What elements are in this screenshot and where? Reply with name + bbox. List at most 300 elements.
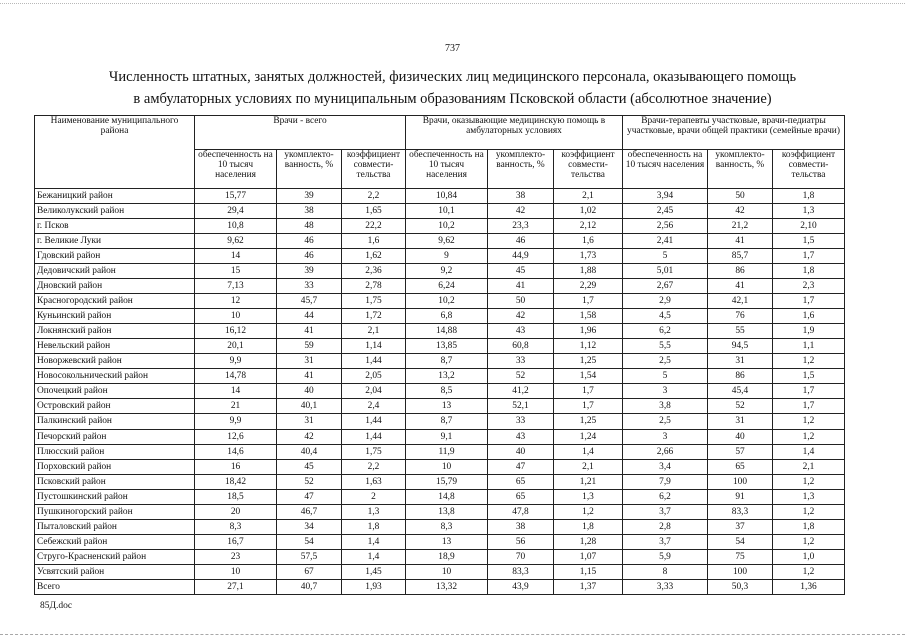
value-cell: 3,7	[623, 504, 708, 519]
value-cell: 40	[708, 429, 773, 444]
value-cell: 41	[277, 324, 342, 339]
value-cell: 1,63	[342, 474, 406, 489]
value-cell: 1,7	[773, 384, 845, 399]
table-row	[35, 399, 845, 414]
value-cell: 42	[488, 309, 554, 324]
value-cell: 23,3	[488, 219, 554, 234]
value-cell: 23	[195, 549, 277, 564]
value-cell: 46	[488, 234, 554, 249]
value-cell: 2,3	[773, 279, 845, 294]
value-cell: 2,36	[342, 264, 406, 279]
value-cell: 9,9	[195, 414, 277, 429]
value-cell: 1,72	[342, 309, 406, 324]
subheader-cell: коэффициент совмести-тельства	[773, 150, 845, 189]
value-cell: 46	[277, 234, 342, 249]
district-name-cell: Пыталовский район	[35, 519, 195, 534]
value-cell: 45,7	[277, 294, 342, 309]
value-cell: 54	[708, 534, 773, 549]
value-cell: 22,2	[342, 219, 406, 234]
district-name-cell: Дновский район	[35, 279, 195, 294]
value-cell: 1,24	[554, 429, 623, 444]
district-name-cell: Всего	[35, 579, 195, 594]
district-name-cell: Опочецкий район	[35, 384, 195, 399]
group-header-all-doctors: Врачи - всего	[195, 116, 406, 150]
value-cell: 2,2	[342, 189, 406, 204]
value-cell: 40,1	[277, 399, 342, 414]
value-cell: 42	[488, 204, 554, 219]
value-cell: 86	[708, 369, 773, 384]
value-cell: 1,88	[554, 264, 623, 279]
value-cell: 1,7	[554, 399, 623, 414]
value-cell: 11,9	[406, 444, 488, 459]
value-cell: 1,4	[773, 444, 845, 459]
value-cell: 5	[623, 249, 708, 264]
table-row	[35, 189, 845, 204]
value-cell: 43	[488, 429, 554, 444]
district-name-cell: Куньинский район	[35, 309, 195, 324]
value-cell: 50	[488, 294, 554, 309]
value-cell: 14	[195, 249, 277, 264]
value-cell: 54	[277, 534, 342, 549]
value-cell: 45,4	[708, 384, 773, 399]
value-cell: 50,3	[708, 579, 773, 594]
value-cell: 52	[277, 474, 342, 489]
table-row	[35, 459, 845, 474]
table-row	[35, 444, 845, 459]
value-cell: 83,3	[488, 564, 554, 579]
value-cell: 1,4	[342, 549, 406, 564]
value-cell: 10	[406, 564, 488, 579]
value-cell: 9	[406, 249, 488, 264]
value-cell: 2,10	[773, 219, 845, 234]
value-cell: 1,0	[773, 549, 845, 564]
value-cell: 1,45	[342, 564, 406, 579]
table-row	[35, 414, 845, 429]
subheader-cell: укомплекто-ванность, %	[277, 150, 342, 189]
district-name-cell: Струго-Красненский район	[35, 549, 195, 564]
value-cell: 6,8	[406, 309, 488, 324]
subheader-cell: укомплекто-ванность, %	[488, 150, 554, 189]
value-cell: 47	[277, 489, 342, 504]
value-cell: 5,5	[623, 339, 708, 354]
table-row	[35, 519, 845, 534]
district-name-cell: Локнянский район	[35, 324, 195, 339]
value-cell: 41	[488, 279, 554, 294]
value-cell: 20,1	[195, 339, 277, 354]
subheader-cell: коэффициент совмести-тельства	[554, 150, 623, 189]
name-column-header: Наименование муниципального района	[35, 116, 195, 189]
scan-edge-top	[0, 3, 905, 4]
group-header-district-doctors: Врачи-терапевты участковые, врачи-педиатры участковые, врачи общей практики (семейные врачи)	[623, 116, 845, 150]
subheader-cell: укомплекто-ванность, %	[708, 150, 773, 189]
value-cell: 9,1	[406, 429, 488, 444]
value-cell: 38	[488, 189, 554, 204]
value-cell: 1,12	[554, 339, 623, 354]
value-cell: 31	[277, 354, 342, 369]
value-cell: 2,8	[623, 519, 708, 534]
value-cell: 10,2	[406, 294, 488, 309]
value-cell: 91	[708, 489, 773, 504]
value-cell: 1,3	[773, 204, 845, 219]
table-row	[35, 234, 845, 249]
value-cell: 2,66	[623, 444, 708, 459]
table-row	[35, 354, 845, 369]
value-cell: 29,4	[195, 204, 277, 219]
value-cell: 37	[708, 519, 773, 534]
value-cell: 45	[488, 264, 554, 279]
title-line-2: в амбулаторных условиях по муниципальным образованиям Псковской области (абсолютное значение)	[133, 91, 772, 107]
value-cell: 1,75	[342, 444, 406, 459]
value-cell: 21,2	[708, 219, 773, 234]
value-cell: 3,8	[623, 399, 708, 414]
value-cell: 10,2	[406, 219, 488, 234]
district-name-cell: Печорский район	[35, 429, 195, 444]
subheader-cell: коэффициент совмести-тельства	[342, 150, 406, 189]
value-cell: 5,01	[623, 264, 708, 279]
value-cell: 40	[277, 384, 342, 399]
value-cell: 5	[623, 369, 708, 384]
district-name-cell: Палкинский район	[35, 414, 195, 429]
table-row	[35, 324, 845, 339]
value-cell: 10,8	[195, 219, 277, 234]
value-cell: 18,5	[195, 489, 277, 504]
value-cell: 56	[488, 534, 554, 549]
value-cell: 2,2	[342, 459, 406, 474]
table-row	[35, 504, 845, 519]
value-cell: 4,5	[623, 309, 708, 324]
value-cell: 1,58	[554, 309, 623, 324]
district-name-cell: Порховский район	[35, 459, 195, 474]
value-cell: 10,84	[406, 189, 488, 204]
value-cell: 2,1	[342, 324, 406, 339]
value-cell: 41	[708, 279, 773, 294]
group-header-outpatient-doctors: Врачи, оказывающие медицинскую помощь в амбулаторных условиях	[406, 116, 623, 150]
value-cell: 13,8	[406, 504, 488, 519]
value-cell: 2	[342, 489, 406, 504]
value-cell: 1,75	[342, 294, 406, 309]
district-name-cell: Островский район	[35, 399, 195, 414]
value-cell: 3	[623, 384, 708, 399]
value-cell: 44	[277, 309, 342, 324]
value-cell: 65	[488, 489, 554, 504]
value-cell: 41	[277, 369, 342, 384]
value-cell: 67	[277, 564, 342, 579]
value-cell: 1,62	[342, 249, 406, 264]
value-cell: 27,1	[195, 579, 277, 594]
value-cell: 42	[277, 429, 342, 444]
value-cell: 2,45	[623, 204, 708, 219]
district-name-cell: Гдовский район	[35, 249, 195, 264]
value-cell: 39	[277, 264, 342, 279]
value-cell: 2,56	[623, 219, 708, 234]
table-row	[35, 219, 845, 234]
table-row	[35, 204, 845, 219]
value-cell: 57	[708, 444, 773, 459]
value-cell: 57,5	[277, 549, 342, 564]
value-cell: 65	[488, 474, 554, 489]
value-cell: 1,8	[554, 519, 623, 534]
value-cell: 48	[277, 219, 342, 234]
district-name-cell: Псковский район	[35, 474, 195, 489]
value-cell: 31	[708, 354, 773, 369]
value-cell: 1,44	[342, 354, 406, 369]
value-cell: 1,7	[554, 384, 623, 399]
value-cell: 1,2	[773, 474, 845, 489]
subheader-cell: обеспеченность на 10 тысяч населения	[406, 150, 488, 189]
value-cell: 46,7	[277, 504, 342, 519]
value-cell: 1,2	[773, 354, 845, 369]
value-cell: 33	[488, 414, 554, 429]
value-cell: 1,8	[342, 519, 406, 534]
value-cell: 1,1	[773, 339, 845, 354]
value-cell: 7,13	[195, 279, 277, 294]
value-cell: 1,5	[773, 234, 845, 249]
value-cell: 10,1	[406, 204, 488, 219]
title-line-1: Численность штатных, занятых должностей, физических лиц медицинского персонала, оказывающего помощь	[108, 69, 797, 85]
value-cell: 2,1	[554, 189, 623, 204]
value-cell: 6,2	[623, 324, 708, 339]
value-cell: 1,65	[342, 204, 406, 219]
value-cell: 100	[708, 474, 773, 489]
value-cell: 1,3	[342, 504, 406, 519]
district-name-cell: Дедовичский район	[35, 264, 195, 279]
district-name-cell: Невельский район	[35, 339, 195, 354]
value-cell: 1,96	[554, 324, 623, 339]
value-cell: 33	[488, 354, 554, 369]
table-row	[35, 534, 845, 549]
value-cell: 43,9	[488, 579, 554, 594]
value-cell: 34	[277, 519, 342, 534]
value-cell: 59	[277, 339, 342, 354]
scan-edge-bottom	[0, 634, 905, 635]
value-cell: 40,7	[277, 579, 342, 594]
value-cell: 1,8	[773, 189, 845, 204]
value-cell: 75	[708, 549, 773, 564]
value-cell: 33	[277, 279, 342, 294]
value-cell: 41	[708, 234, 773, 249]
value-cell: 42,1	[708, 294, 773, 309]
value-cell: 8,7	[406, 354, 488, 369]
value-cell: 60,8	[488, 339, 554, 354]
value-cell: 1,8	[773, 264, 845, 279]
district-name-cell: Пустошкинский район	[35, 489, 195, 504]
value-cell: 2,29	[554, 279, 623, 294]
value-cell: 9,62	[195, 234, 277, 249]
value-cell: 6,24	[406, 279, 488, 294]
value-cell: 2,9	[623, 294, 708, 309]
value-cell: 1,7	[773, 294, 845, 309]
value-cell: 16,12	[195, 324, 277, 339]
value-cell: 47,8	[488, 504, 554, 519]
value-cell: 1,4	[554, 444, 623, 459]
value-cell: 1,2	[554, 504, 623, 519]
value-cell: 83,3	[708, 504, 773, 519]
value-cell: 3,94	[623, 189, 708, 204]
value-cell: 40,4	[277, 444, 342, 459]
table-row	[35, 564, 845, 579]
district-name-cell: Красногородский район	[35, 294, 195, 309]
value-cell: 20	[195, 504, 277, 519]
value-cell: 1,6	[773, 309, 845, 324]
value-cell: 16	[195, 459, 277, 474]
value-cell: 14	[195, 384, 277, 399]
value-cell: 10	[195, 309, 277, 324]
value-cell: 31	[708, 414, 773, 429]
table-row	[35, 264, 845, 279]
value-cell: 1,7	[554, 294, 623, 309]
value-cell: 2,12	[554, 219, 623, 234]
value-cell: 8,7	[406, 414, 488, 429]
value-cell: 14,8	[406, 489, 488, 504]
value-cell: 1,54	[554, 369, 623, 384]
value-cell: 12	[195, 294, 277, 309]
document-title	[40, 66, 865, 110]
table-row	[35, 279, 845, 294]
value-cell: 1,7	[773, 399, 845, 414]
subheader-cell: обеспеченность на 10 тысяч населения	[623, 150, 708, 189]
district-name-cell: Новоржевский район	[35, 354, 195, 369]
value-cell: 5,9	[623, 549, 708, 564]
table-row	[35, 369, 845, 384]
value-cell: 65	[708, 459, 773, 474]
value-cell: 70	[488, 549, 554, 564]
value-cell: 6,2	[623, 489, 708, 504]
value-cell: 3,33	[623, 579, 708, 594]
value-cell: 8,5	[406, 384, 488, 399]
subheader-cell: обеспеченность на 10 тысяч населения	[195, 150, 277, 189]
value-cell: 14,78	[195, 369, 277, 384]
value-cell: 2,4	[342, 399, 406, 414]
value-cell: 9,62	[406, 234, 488, 249]
value-cell: 1,21	[554, 474, 623, 489]
value-cell: 2,41	[623, 234, 708, 249]
value-cell: 1,3	[554, 489, 623, 504]
value-cell: 38	[277, 204, 342, 219]
value-cell: 14,6	[195, 444, 277, 459]
table-row	[35, 294, 845, 309]
district-name-cell: Себежский район	[35, 534, 195, 549]
table-row	[35, 339, 845, 354]
table-row	[35, 474, 845, 489]
value-cell: 2,04	[342, 384, 406, 399]
value-cell: 2,1	[554, 459, 623, 474]
value-cell: 13	[406, 399, 488, 414]
value-cell: 1,6	[342, 234, 406, 249]
value-cell: 18,42	[195, 474, 277, 489]
table-row	[35, 249, 845, 264]
value-cell: 39	[277, 189, 342, 204]
value-cell: 2,78	[342, 279, 406, 294]
value-cell: 1,2	[773, 414, 845, 429]
value-cell: 13	[406, 534, 488, 549]
district-name-cell: Усвятский район	[35, 564, 195, 579]
value-cell: 1,6	[554, 234, 623, 249]
value-cell: 1,25	[554, 354, 623, 369]
value-cell: 1,73	[554, 249, 623, 264]
value-cell: 52	[488, 369, 554, 384]
value-cell: 2,5	[623, 354, 708, 369]
page-number: 737	[445, 43, 460, 54]
value-cell: 2,5	[623, 414, 708, 429]
value-cell: 10	[406, 459, 488, 474]
value-cell: 55	[708, 324, 773, 339]
table-row	[35, 309, 845, 324]
value-cell: 1,07	[554, 549, 623, 564]
file-name-footer: 85Д.doc	[40, 601, 73, 611]
table-body	[35, 189, 845, 595]
value-cell: 47	[488, 459, 554, 474]
table-row	[35, 549, 845, 564]
value-cell: 1,8	[773, 519, 845, 534]
value-cell: 100	[708, 564, 773, 579]
value-cell: 15,79	[406, 474, 488, 489]
value-cell: 1,37	[554, 579, 623, 594]
value-cell: 8,3	[195, 519, 277, 534]
table-row	[35, 489, 845, 504]
district-name-cell: Бежаницкий район	[35, 189, 195, 204]
value-cell: 1,02	[554, 204, 623, 219]
table-row	[35, 579, 845, 594]
value-cell: 3	[623, 429, 708, 444]
value-cell: 18,9	[406, 549, 488, 564]
value-cell: 13,32	[406, 579, 488, 594]
value-cell: 9,2	[406, 264, 488, 279]
value-cell: 14,88	[406, 324, 488, 339]
value-cell: 52	[708, 399, 773, 414]
value-cell: 7,9	[623, 474, 708, 489]
value-cell: 1,7	[773, 249, 845, 264]
value-cell: 42	[708, 204, 773, 219]
value-cell: 8	[623, 564, 708, 579]
district-name-cell: г. Великие Луки	[35, 234, 195, 249]
value-cell: 1,44	[342, 429, 406, 444]
value-cell: 1,2	[773, 564, 845, 579]
value-cell: 43	[488, 324, 554, 339]
value-cell: 8,3	[406, 519, 488, 534]
value-cell: 50	[708, 189, 773, 204]
value-cell: 45	[277, 459, 342, 474]
district-name-cell: г. Псков	[35, 219, 195, 234]
value-cell: 40	[488, 444, 554, 459]
value-cell: 94,5	[708, 339, 773, 354]
value-cell: 10	[195, 564, 277, 579]
table-row	[35, 384, 845, 399]
value-cell: 1,44	[342, 414, 406, 429]
value-cell: 1,15	[554, 564, 623, 579]
value-cell: 1,5	[773, 369, 845, 384]
value-cell: 1,25	[554, 414, 623, 429]
value-cell: 9,9	[195, 354, 277, 369]
district-name-cell: Плюсский район	[35, 444, 195, 459]
value-cell: 1,28	[554, 534, 623, 549]
value-cell: 13,85	[406, 339, 488, 354]
value-cell: 1,2	[773, 429, 845, 444]
value-cell: 1,2	[773, 504, 845, 519]
value-cell: 16,7	[195, 534, 277, 549]
value-cell: 1,14	[342, 339, 406, 354]
table-row	[35, 429, 845, 444]
value-cell: 41,2	[488, 384, 554, 399]
value-cell: 1,93	[342, 579, 406, 594]
value-cell: 1,4	[342, 534, 406, 549]
value-cell: 86	[708, 264, 773, 279]
value-cell: 2,67	[623, 279, 708, 294]
value-cell: 31	[277, 414, 342, 429]
value-cell: 12,6	[195, 429, 277, 444]
value-cell: 15,77	[195, 189, 277, 204]
value-cell: 44,9	[488, 249, 554, 264]
value-cell: 1,2	[773, 534, 845, 549]
